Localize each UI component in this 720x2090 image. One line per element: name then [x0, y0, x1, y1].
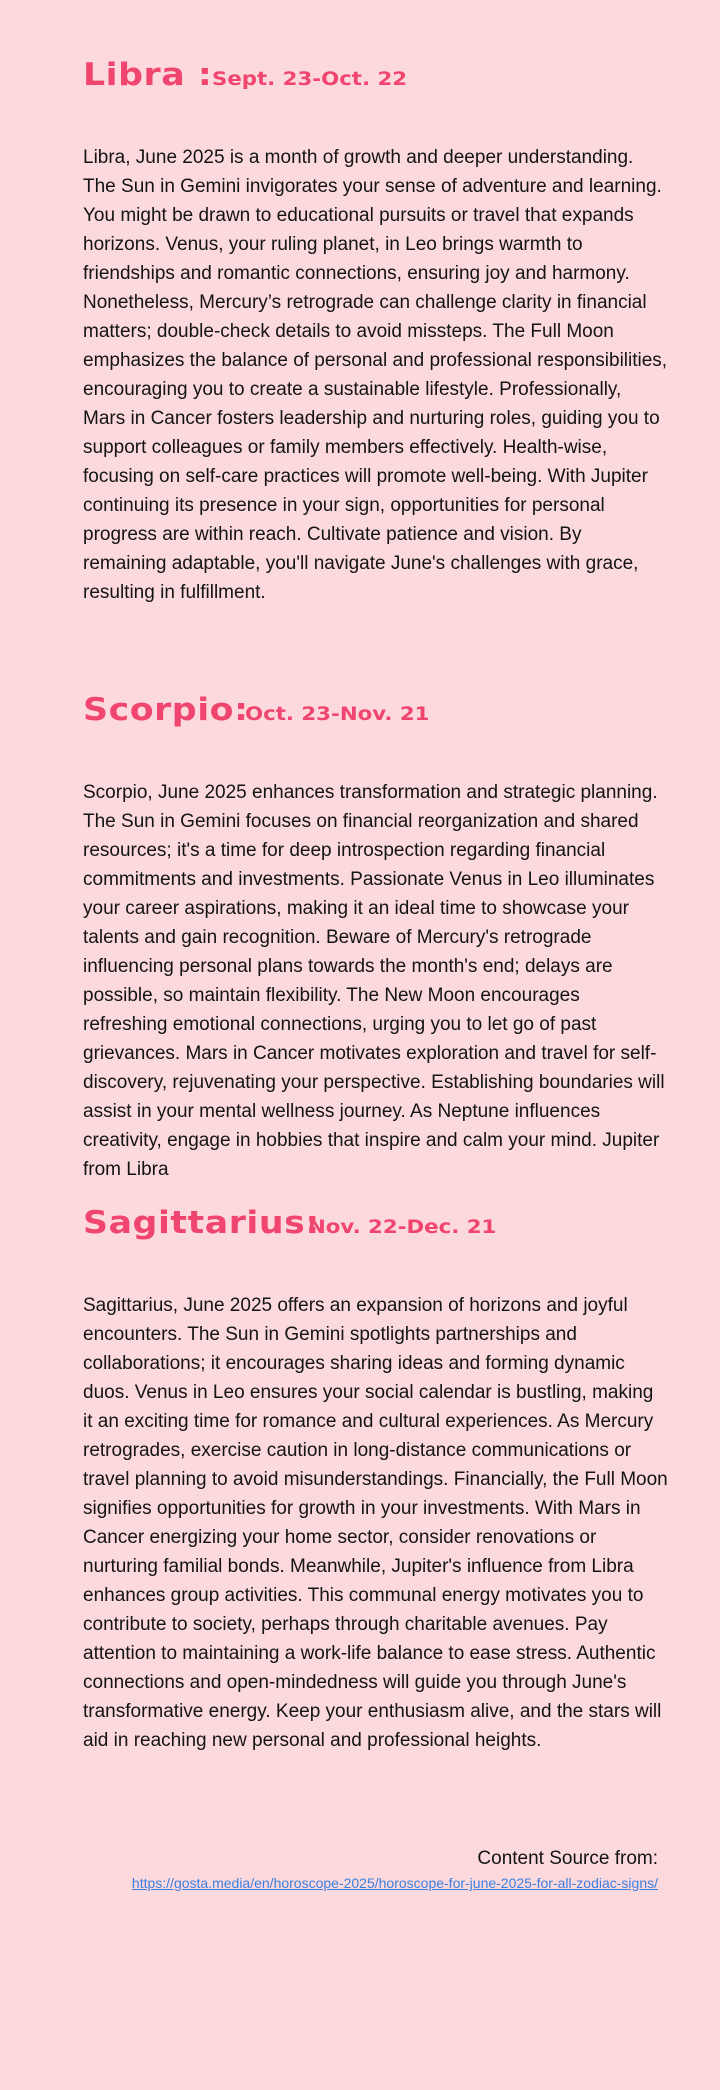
- horoscope-text: Sagittarius, June 2025 offers an expansion of horizons and joyful encounters. The Sun in Gemini spotlights partnerships and collaborations; it encourages sharing ideas and forming dynamic duos. Venus in Leo ensures your social calendar is bustling, making it an exciting time for romance and cultural experiences. As Mercury retrogrades, exercise caution in long-distance communications or travel planning to avoid misunderstandings. Financially, the Full Moon signifies opportunities for growth in your investments. With Mars in Cancer energizing your home sector, consider renovations or nurturing familial bonds. Meanwhile, Jupiter's influence from Libra enhances group activities. This communal energy motivates you to contribute to society, perhaps through charitable avenues. Pay attention to maintaining a work-life balance to ease stress. Authentic connections and open-mindedness will guide you through June's transformative energy. Keep your enthusiasm alive, and the stars will aid in reaching new personal and professional heights.: [83, 1295, 668, 1751]
- horoscope-section-sagittarius: [83, 1205, 668, 1755]
- section-heading: [83, 692, 668, 728]
- horoscope-section-scorpio: [83, 692, 668, 1184]
- sign-name: Scorpio:: [83, 692, 249, 728]
- horoscope-section-libra: [83, 57, 668, 607]
- sign-dates: Sept. 23-Oct. 22: [212, 68, 408, 90]
- sign-name: Libra :: [83, 57, 213, 93]
- section-heading: [83, 57, 668, 93]
- horoscope-text: Libra, June 2025 is a month of growth and deeper understanding. The Sun in Gemini invigorates your sense of adventure and learning. You might be drawn to educational pursuits or travel that expands horizons. Venus, your ruling planet, in Leo brings warmth to friendships and romantic connections, ensuring joy and harmony. Nonetheless, Mercury’s retrograde can challenge clarity in financial matters; double-check details to avoid missteps. The Full Moon emphasizes the balance of personal and professional responsibilities, encouraging you to create a sustainable lifestyle. Professionally, Mars in Cancer fosters leadership and nurturing roles, guiding you to support colleagues or family members effectively. Health-wise, focusing on self-care practices will promote well-being. With Jupiter continuing its presence in your sign, opportunities for personal progress are within reach. Cultivate patience and vision. By remaining adaptable, you'll navigate June's challenges with grace, resulting in fulfillment.: [83, 147, 668, 603]
- content-source: [132, 1847, 658, 1893]
- horoscope-text: Scorpio, June 2025 enhances transformation and strategic planning. The Sun in Gemini focuses on financial reorganization and shared resources; it's a time for deep introspection regarding financial commitments and investments. Passionate Venus in Leo illuminates your career aspirations, making it an ideal time to showcase your talents and gain recognition. Beware of Mercury's retrograde influencing personal plans towards the month's end; delays are possible, so maintain flexibility. The New Moon encourages refreshing emotional connections, urging you to let go of past grievances. Mars in Cancer motivates exploration and travel for self-discovery, rejuvenating your perspective. Establishing boundaries will assist in your mental wellness journey. As Neptune influences creativity, engage in hobbies that inspire and calm your mind. Jupiter from Libra: [83, 782, 665, 1180]
- section-heading: [83, 1205, 668, 1241]
- source-label: Content Source from:: [477, 1848, 658, 1869]
- sign-name: Sagittarius:: [83, 1205, 320, 1241]
- sign-dates: Nov. 22-Dec. 21: [308, 1216, 497, 1238]
- source-link[interactable]: https://gosta.media/en/horoscope-2025/horoscope-for-june-2025-for-all-zodiac-signs/: [131, 1875, 658, 1891]
- sign-dates: Oct. 23-Nov. 21: [244, 703, 430, 725]
